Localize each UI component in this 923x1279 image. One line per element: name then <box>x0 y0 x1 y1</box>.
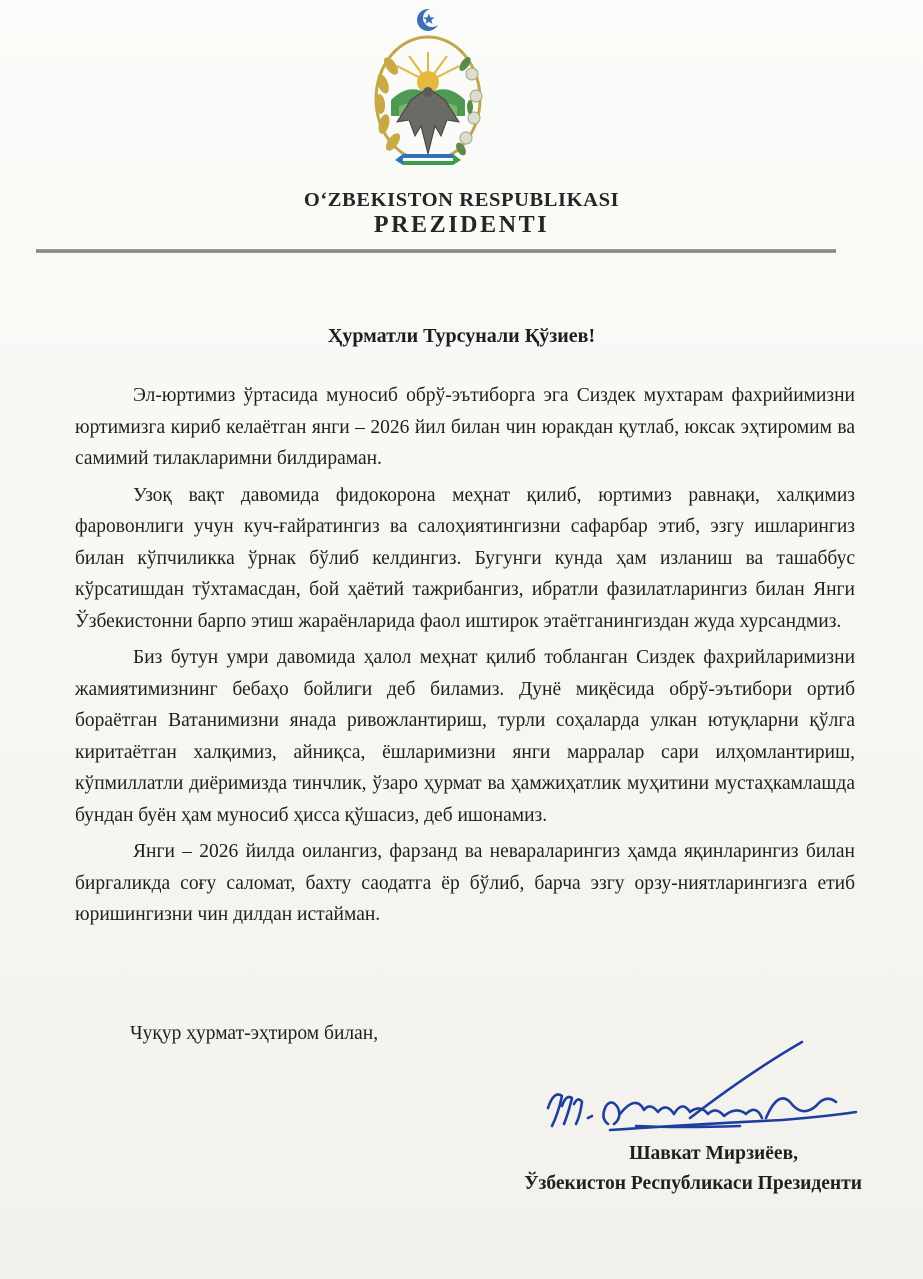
signature-icon <box>540 1032 860 1142</box>
letter-paragraph: Биз бутун умри давомида ҳалол меҳнат қилиб тобланган Сиздек фахрийларимизни жамиятимизнинг бебаҳо бойлиги деб биламиз. Дунё миқёсида обрў-эътибори ортиб бораётган Ватанимизни янада ривожлантириш, турли соҳаларда улкан ютуқларни қўлга киритаётган халқимиз, айниқса, ёшларимизни янги марралар сари илҳомлантириш, кўпмиллатли диёримизда тинчлик, ўзаро ҳурмат ва ҳамжиҳатлик муҳитини мустаҳкамлашда бундан буён ҳам муносиб ҳисса қўшасиз, деб ишонамиз. <box>75 647 855 826</box>
state-emblem-icon <box>369 4 487 184</box>
letter-salutation: Ҳурматли Турсунали Қўзиев! <box>327 325 596 347</box>
signatory-title: Ўзбекистон Республикаси Президенти <box>524 1173 862 1194</box>
letter-paragraph: Янги – 2026 йилда оилангиз, фарзанд ва невараларингиз ҳамда яқинларингиз билан биргаликда соғу саломат, бахту саодатга ёр бўлиб, барча эзгу орзу-ниятларингизга етиб юришингизни чин дилдан истайман. <box>75 841 855 925</box>
letter-closing: Чуқур ҳурмат-эҳтиром билан, <box>130 1023 379 1044</box>
letterhead-org-line2: PREZIDENTI <box>373 212 550 238</box>
letterhead-org-line1: O‘ZBEKISTON RESPUBLIKASI <box>303 189 620 211</box>
letterhead-divider <box>36 249 836 253</box>
letter-paragraph: Узоқ вақт давомида фидокорона меҳнат қилиб, юртимиз равнақи, халқимиз фаровонлиги учун куч-ғайратингиз ва салоҳиятингизни сафарбар этиб, эзгу ишларингиз билан кўпчиликка ўрнак бўлиб келдингиз. Бугунги кунда ҳам изланиш ва ташаббус кўрсатишдан тўхтамасдан, бой ҳаётий тажрибангиз, ибратли фазилатларингиз билан Янги Ўзбекистонни барпо этиш жараёнларида фаол иштирок этаётганингиздан жуда хурсандмиз. <box>75 484 855 632</box>
letter-body <box>75 380 855 936</box>
signatory-name: Шавкат Мирзиёев, <box>629 1143 798 1164</box>
letter-paragraph: Эл-юртимиз ўртасида муносиб обрў-эътиборга эга Сиздек мухтарам фахрийимизни юртимизга кириб келаётган янги – 2026 йил билан чин юракдан қутлаб, юксак эҳтиромим ва самимий тилакларимни билдираман. <box>75 385 855 469</box>
